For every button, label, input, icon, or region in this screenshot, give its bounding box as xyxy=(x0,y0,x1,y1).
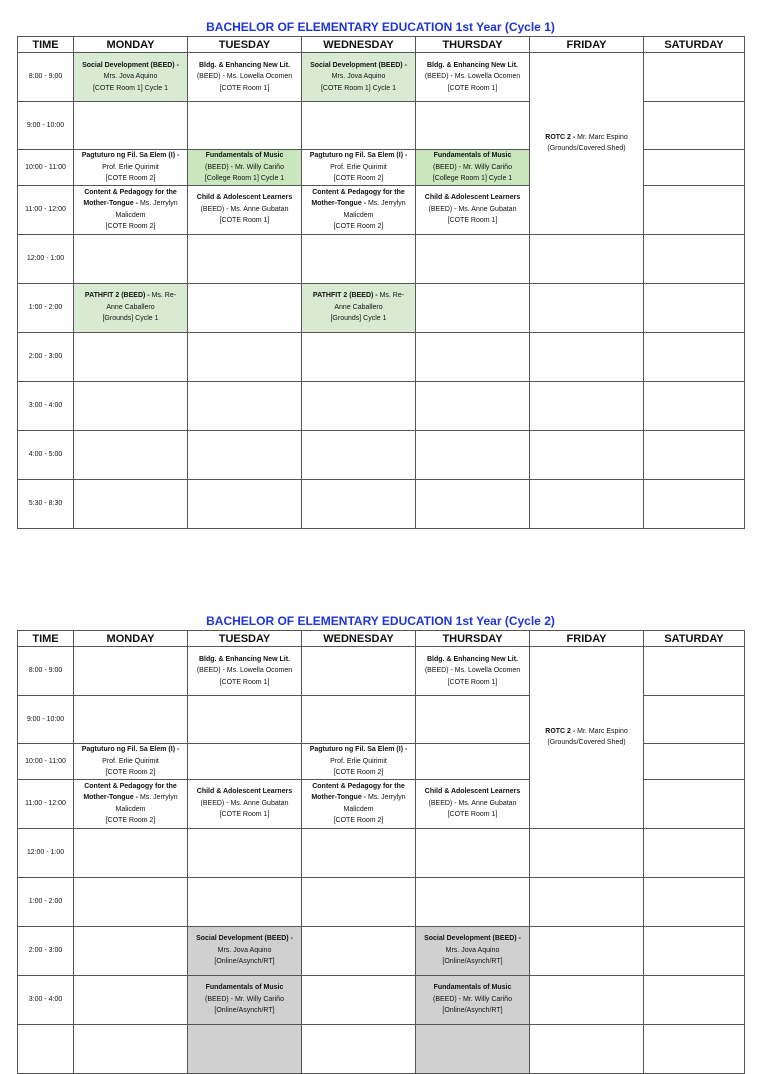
col-saturday: SATURDAY xyxy=(644,631,745,647)
schedule-table xyxy=(17,36,745,529)
class-cell: Social Development (BEED) - Mrs. Jova Aquino [COTE Room 1] Cycle 1 xyxy=(302,53,416,102)
col-friday: FRIDAY xyxy=(530,37,644,53)
empty-cell xyxy=(644,185,745,234)
class-cell: Social Development (BEED) - Mrs. Jova Aquino [Online/Asynch/RT] xyxy=(188,926,302,975)
empty-cell xyxy=(302,102,416,150)
class-cell: Pagtuturo ng Fil. Sa Elem (I) - Prof. Erlie Quirimit [COTE Room 2] xyxy=(302,744,416,780)
table-row xyxy=(18,975,745,1024)
time-cell: 5:30 - 8:30 xyxy=(18,479,74,528)
class-cell: Child & Adolescent Learners (BEED) - Ms. Anne Gubatan [COTE Room 1] xyxy=(416,779,530,828)
class-cell: Bldg. & Enhancing New Lit. (BEED) - Ms. Lowella Ocomen [COTE Room 1] xyxy=(416,53,530,102)
class-cell-rotc: ROTC 2 - Mr. Marc Espino (Grounds/Covered Shed) xyxy=(530,53,644,235)
table-row xyxy=(18,430,745,479)
time-cell: 10:00 - 11:00 xyxy=(18,744,74,780)
table-row xyxy=(18,828,745,877)
header-row xyxy=(18,37,745,53)
time-cell: 9:00 - 10:00 xyxy=(18,102,74,150)
class-cell: PATHFIT 2 (BEED) - Ms. Re- Anne Caballero [Grounds] Cycle 1 xyxy=(302,283,416,332)
col-monday: MONDAY xyxy=(74,37,188,53)
time-cell: 12:00 - 1:00 xyxy=(18,828,74,877)
class-cell: Pagtuturo ng Fil. Sa Elem (I) - Prof. Erlie Quirimit [COTE Room 2] xyxy=(74,744,188,780)
time-cell: 4:00 - 5:00 xyxy=(18,430,74,479)
time-cell: 2:00 - 3:00 xyxy=(18,332,74,381)
time-cell: 1:00 - 2:00 xyxy=(18,283,74,332)
class-cell: Content & Pedagogy for the Mother-Tongue - Ms. Jerrylyn Malicdem [COTE Room 2] xyxy=(302,779,416,828)
schedule-table xyxy=(17,630,745,1074)
class-cell: Fundamentals of Music (BEED) - Mr. Willy Cariño [College Room 1] Cycle 1 xyxy=(416,150,530,186)
empty-cell xyxy=(644,150,745,186)
class-cell: Bldg. & Enhancing New Lit. (BEED) - Ms. Lowella Ocomen [COTE Room 1] xyxy=(188,647,302,696)
time-cell: 11:00 - 12:00 xyxy=(18,779,74,828)
class-cell: Social Development (BEED) - Mrs. Jova Aquino [Online/Asynch/RT] xyxy=(416,926,530,975)
col-wednesday: WEDNESDAY xyxy=(302,631,416,647)
empty-cell xyxy=(644,53,745,102)
time-cell: 8:00 - 9:00 xyxy=(18,647,74,696)
time-cell: 1:00 - 2:00 xyxy=(18,877,74,926)
class-cell: Pagtuturo ng Fil. Sa Elem (I) - Prof. Erlie Quirimit [COTE Room 2] xyxy=(302,150,416,186)
col-monday: MONDAY xyxy=(74,631,188,647)
class-cell: Fundamentals of Music (BEED) - Mr. Willy Cariño [Online/Asynch/RT] xyxy=(188,975,302,1024)
schedule-title: BACHELOR OF ELEMENTARY EDUCATION 1st Year (Cycle 2) xyxy=(206,614,555,628)
time-cell: 10:00 - 11:00 xyxy=(18,150,74,186)
table-row xyxy=(18,283,745,332)
time-cell: 9:00 - 10:00 xyxy=(18,696,74,744)
col-thursday: THURSDAY xyxy=(416,37,530,53)
col-time: TIME xyxy=(18,37,74,53)
class-cell: Social Development (BEED) - Mrs. Jova Aquino [COTE Room 1] Cycle 1 xyxy=(74,53,188,102)
class-cell: Bldg. & Enhancing New Lit. (BEED) - Ms. Lowella Ocomen [COTE Room 1] xyxy=(188,53,302,102)
empty-cell xyxy=(188,102,302,150)
time-cell: 11:00 - 12:00 xyxy=(18,185,74,234)
schedule-title: BACHELOR OF ELEMENTARY EDUCATION 1st Year (Cycle 1) xyxy=(206,20,555,34)
empty-cell xyxy=(416,102,530,150)
class-cell: PATHFIT 2 (BEED) - Ms. Re- Anne Caballero [Grounds] Cycle 1 xyxy=(74,283,188,332)
table-row xyxy=(18,234,745,283)
table-row xyxy=(18,479,745,528)
col-tuesday: TUESDAY xyxy=(188,631,302,647)
time-cell: 8:00 - 9:00 xyxy=(18,53,74,102)
col-friday: FRIDAY xyxy=(530,631,644,647)
table-row xyxy=(18,332,745,381)
table-row xyxy=(18,381,745,430)
class-cell: Bldg. & Enhancing New Lit. (BEED) - Ms. Lowella Ocomen [COTE Room 1] xyxy=(416,647,530,696)
class-cell: Content & Pedagogy for the Mother-Tongue - Ms. Jerrylyn Malicdem [COTE Room 2] xyxy=(302,185,416,234)
class-cell-rotc: ROTC 2 - Mr. Marc Espino (Grounds/Covered Shed) xyxy=(530,647,644,829)
table-row xyxy=(18,647,745,696)
col-thursday: THURSDAY xyxy=(416,631,530,647)
class-cell: Fundamentals of Music (BEED) - Mr. Willy Cariño [Online/Asynch/RT] xyxy=(416,975,530,1024)
class-cell: Fundamentals of Music (BEED) - Mr. Willy Cariño [College Room 1] Cycle 1 xyxy=(188,150,302,186)
class-cell: Pagtuturo ng Fil. Sa Elem (I) - Prof. Erlie Quirimit [COTE Room 2] xyxy=(74,150,188,186)
col-tuesday: TUESDAY xyxy=(188,37,302,53)
class-cell: Content & Pedagogy for the Mother-Tongue - Ms. Jerrylyn Malicdem [COTE Room 2] xyxy=(74,185,188,234)
col-saturday: SATURDAY xyxy=(644,37,745,53)
empty-cell xyxy=(74,102,188,150)
table-row xyxy=(18,53,745,102)
table-row xyxy=(18,926,745,975)
class-cell: Child & Adolescent Learners (BEED) - Ms. Anne Gubatan [COTE Room 1] xyxy=(188,185,302,234)
header-row xyxy=(18,631,745,647)
time-cell: 2:00 - 3:00 xyxy=(18,926,74,975)
time-cell: 3:00 - 4:00 xyxy=(18,381,74,430)
col-wednesday: WEDNESDAY xyxy=(302,37,416,53)
class-cell: Child & Adolescent Learners (BEED) - Ms. Anne Gubatan [COTE Room 1] xyxy=(188,779,302,828)
table-row xyxy=(18,877,745,926)
col-time: TIME xyxy=(18,631,74,647)
class-cell: Child & Adolescent Learners (BEED) - Ms. Anne Gubatan [COTE Room 1] xyxy=(416,185,530,234)
time-cell: 3:00 - 4:00 xyxy=(18,975,74,1024)
time-cell: 12:00 - 1:00 xyxy=(18,234,74,283)
class-cell: Content & Pedagogy for the Mother-Tongue - Ms. Jerrylyn Malicdem [COTE Room 2] xyxy=(74,779,188,828)
empty-cell xyxy=(644,102,745,150)
table-row xyxy=(18,1024,745,1073)
